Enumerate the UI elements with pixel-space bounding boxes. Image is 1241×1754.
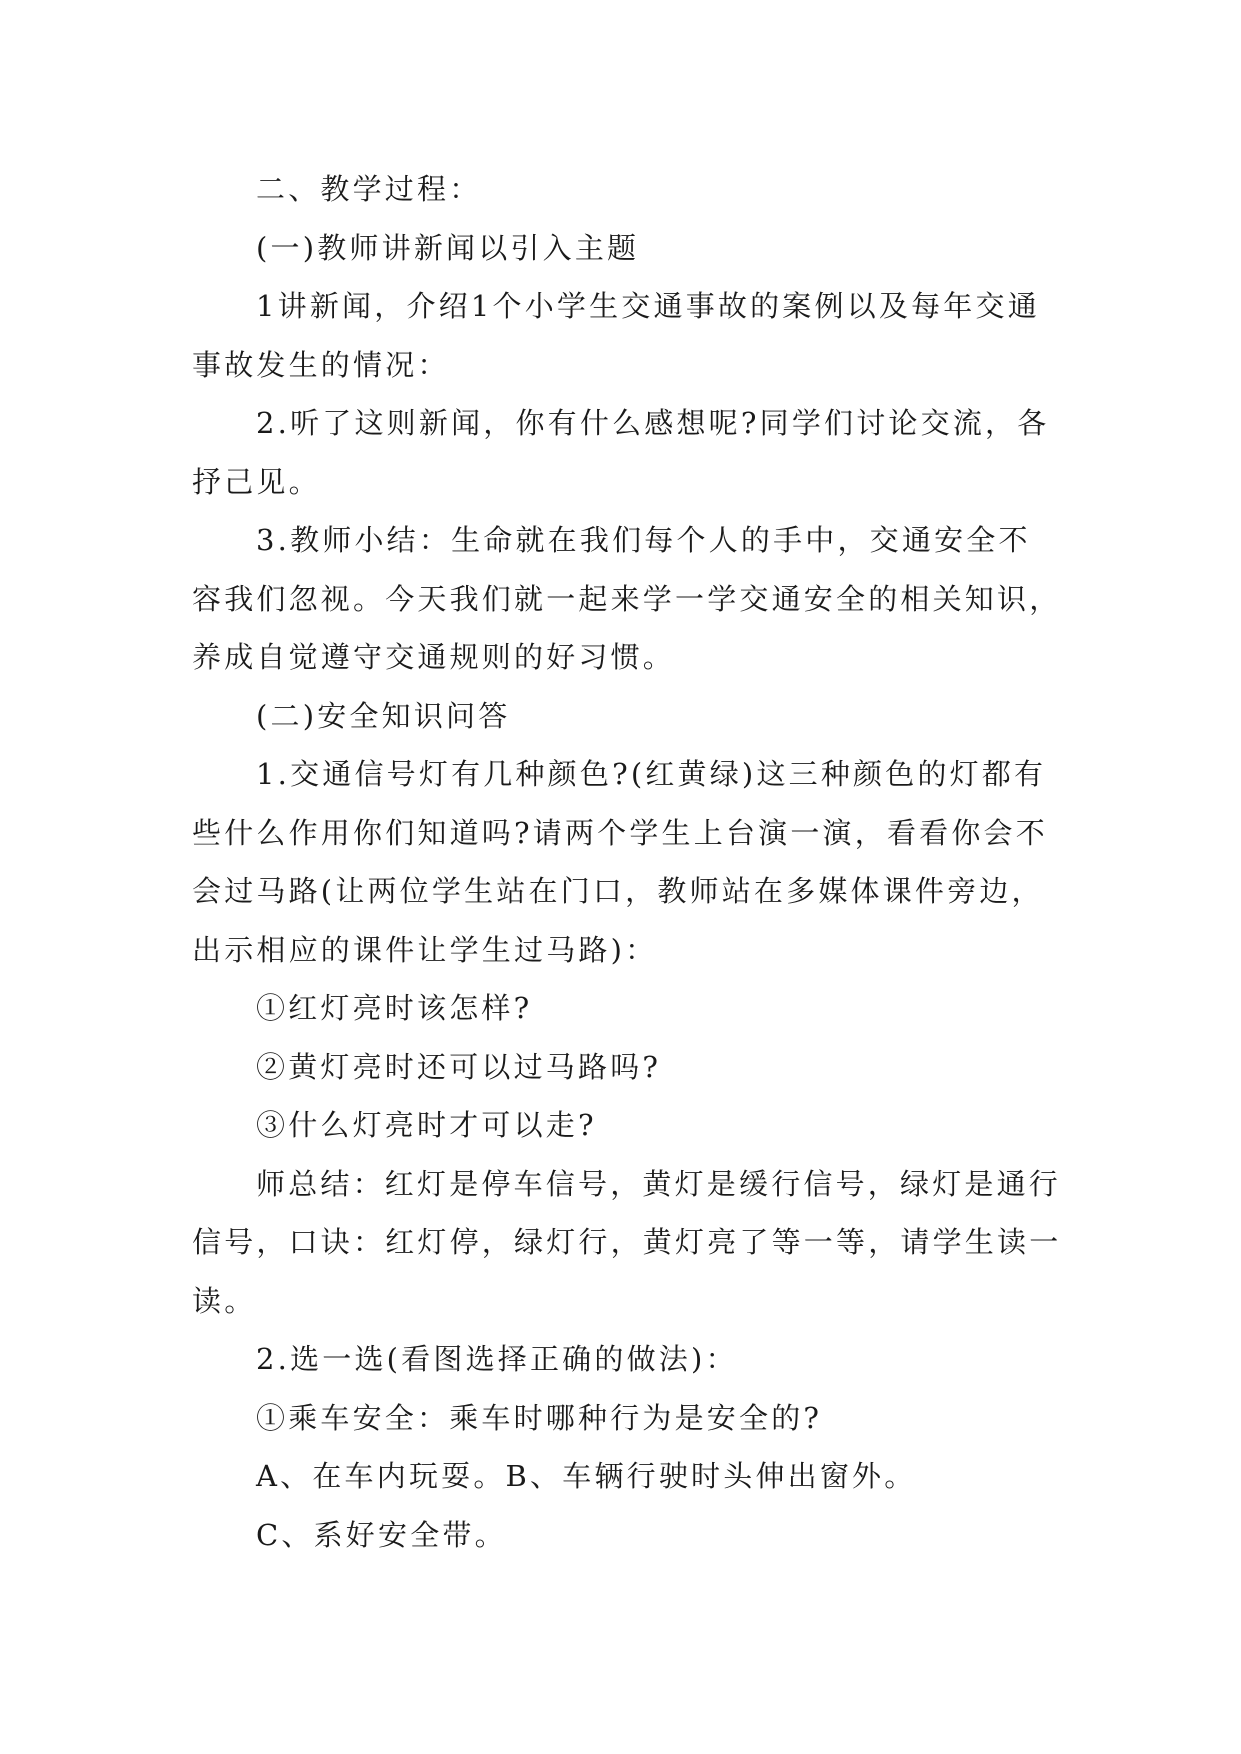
- list-item-yellow-light: ②黄灯亮时还可以过马路吗?: [256, 1049, 662, 1084]
- paragraph-news: 1讲新闻，介绍1个小学生交通事故的案例以及每年交通事故发生的情况：: [192, 289, 1040, 382]
- list-item-which-light: ③什么灯亮时才可以走?: [256, 1108, 597, 1142]
- subsection-heading-safety-qa: (二)安全知识问答: [256, 698, 511, 733]
- paragraph-traffic-lights: 1.交通信号灯有几种颜色?(红黄绿)这三种颜色的灯都有些什么作用你们知道吗?请两个学生上台演一演，看看你会不会过马路(让两位学生站在门口，教师站在多媒体课件旁边，出示相应的课件让学生过马路)：: [192, 757, 1048, 967]
- option-c: C、系好安全带。: [256, 1517, 507, 1552]
- section-heading-teaching-process: 二、教学过程：: [256, 172, 482, 206]
- list-item-ride-safety: ①乘车安全：乘车时哪种行为是安全的?: [256, 1400, 823, 1435]
- subsection-heading-news-intro: (一)教师讲新闻以引入主题: [256, 230, 640, 265]
- paragraph-discussion: 2.听了这则新闻，你有什么感想呢?同学们讨论交流，各抒己见。: [192, 406, 1050, 499]
- option-a-b: A、在车内玩耍。B、车辆行驶时头伸出窗外。: [256, 1459, 917, 1493]
- list-item-red-light: ①红灯亮时该怎样?: [256, 991, 533, 1025]
- paragraph-teacher-conclusion: 师总结：红灯是停车信号，黄灯是缓行信号，绿灯是通行信号，口诀：红灯停，绿灯行，黄灯亮了等一等，请学生读一读。: [192, 1166, 1062, 1318]
- paragraph-teacher-summary: 3.教师小结：生命就在我们每个人的手中，交通安全不容我们忽视。今天我们就一起来学一学交通安全的相关知识，养成自觉遵守交通规则的好习惯。: [192, 523, 1062, 674]
- document-body: [192, 160, 1062, 1564]
- paragraph-choose-one: 2.选一选(看图选择正确的做法)：: [256, 1342, 738, 1376]
